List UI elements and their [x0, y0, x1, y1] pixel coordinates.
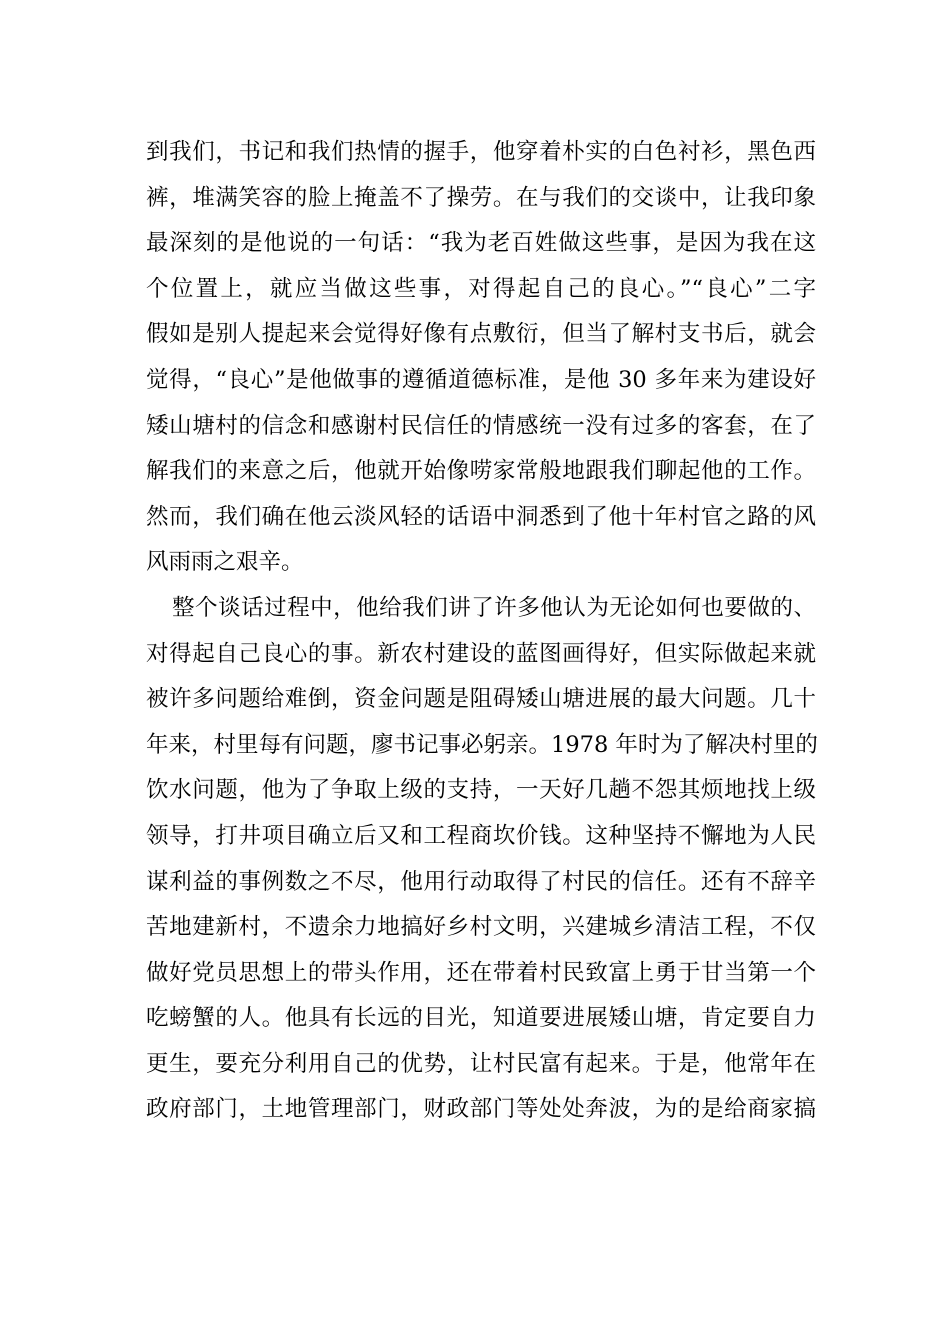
text-line: 谋利益的事例数之不尽，他用行动取得了村民的信任。还有不辞辛: [146, 868, 816, 895]
text-line: 个位置上，就应当做这些事，对得起自己的良心。”“良心”二字: [146, 275, 816, 302]
text-line: 政府部门，土地管理部门，财政部门等处处奔波，为的是给商家搞: [146, 1096, 816, 1123]
text-line: 对得起自己良心的事。新农村建设的蓝图画得好，但实际做起来就: [146, 640, 816, 667]
text-line: 矮山塘村的信念和感谢村民信任的情感统一没有过多的客套，在了: [146, 412, 816, 439]
text-line: 最深刻的是他说的一句话：“我为老百姓做这些事，是因为我在这: [146, 230, 816, 257]
text-line: 吃螃蟹的人。他具有长远的目光，知道要进展矮山塘，肯定要自力: [146, 1005, 816, 1032]
text-line: 解我们的来意之后，他就开始像唠家常般地跟我们聊起他的工作。: [146, 458, 816, 485]
text-line: 年来，村里每有问题，廖书记事必躬亲。1978 年时为了解决村里的: [146, 731, 818, 758]
paragraph-2: [146, 586, 816, 1133]
text-line: 到我们，书记和我们热情的握手，他穿着朴实的白色衬衫，黑色西: [146, 139, 816, 165]
text-line: 然而，我们确在他云淡风轻的话语中洞悉到了他十年村官之路的风: [146, 503, 816, 530]
text-line: 苦地建新村，不遗余力地搞好乡村文明，兴建城乡清洁工程，不仅: [146, 914, 816, 941]
text-line: 做好党员思想上的带头作用，还在带着村民致富上勇于甘当第一个: [146, 959, 816, 986]
text-line: 整个谈话过程中，他给我们讲了许多他认为无论如何也要做的、: [172, 594, 816, 621]
text-line: 假如是别人提起来会觉得好像有点敷衍，但当了解村支书后，就会: [146, 321, 816, 348]
text-line: 领导，打井项目确立后又和工程商坎价钱。这种坚持不懈地为人民: [146, 822, 816, 849]
text-line: 觉得，“良心”是他做事的遵循道德标准，是他 30 多年来为建设好: [146, 366, 816, 393]
text-line: 风雨雨之艰辛。: [146, 549, 304, 576]
body-text: [146, 130, 816, 1133]
text-line: 裤，堆满笑容的脸上掩盖不了操劳。在与我们的交谈中，让我印象: [146, 184, 816, 211]
text-line: 更生，要充分利用自己的优势，让村民富有起来。于是，他常年在: [146, 1050, 816, 1077]
text-line: 被许多问题给难倒，资金问题是阻碍矮山塘进展的最大问题。几十: [146, 686, 816, 713]
text-line: 饮水问题，他为了争取上级的支持，一天好几趟不怨其烦地找上级: [146, 777, 816, 804]
paragraph-1: [146, 130, 816, 586]
